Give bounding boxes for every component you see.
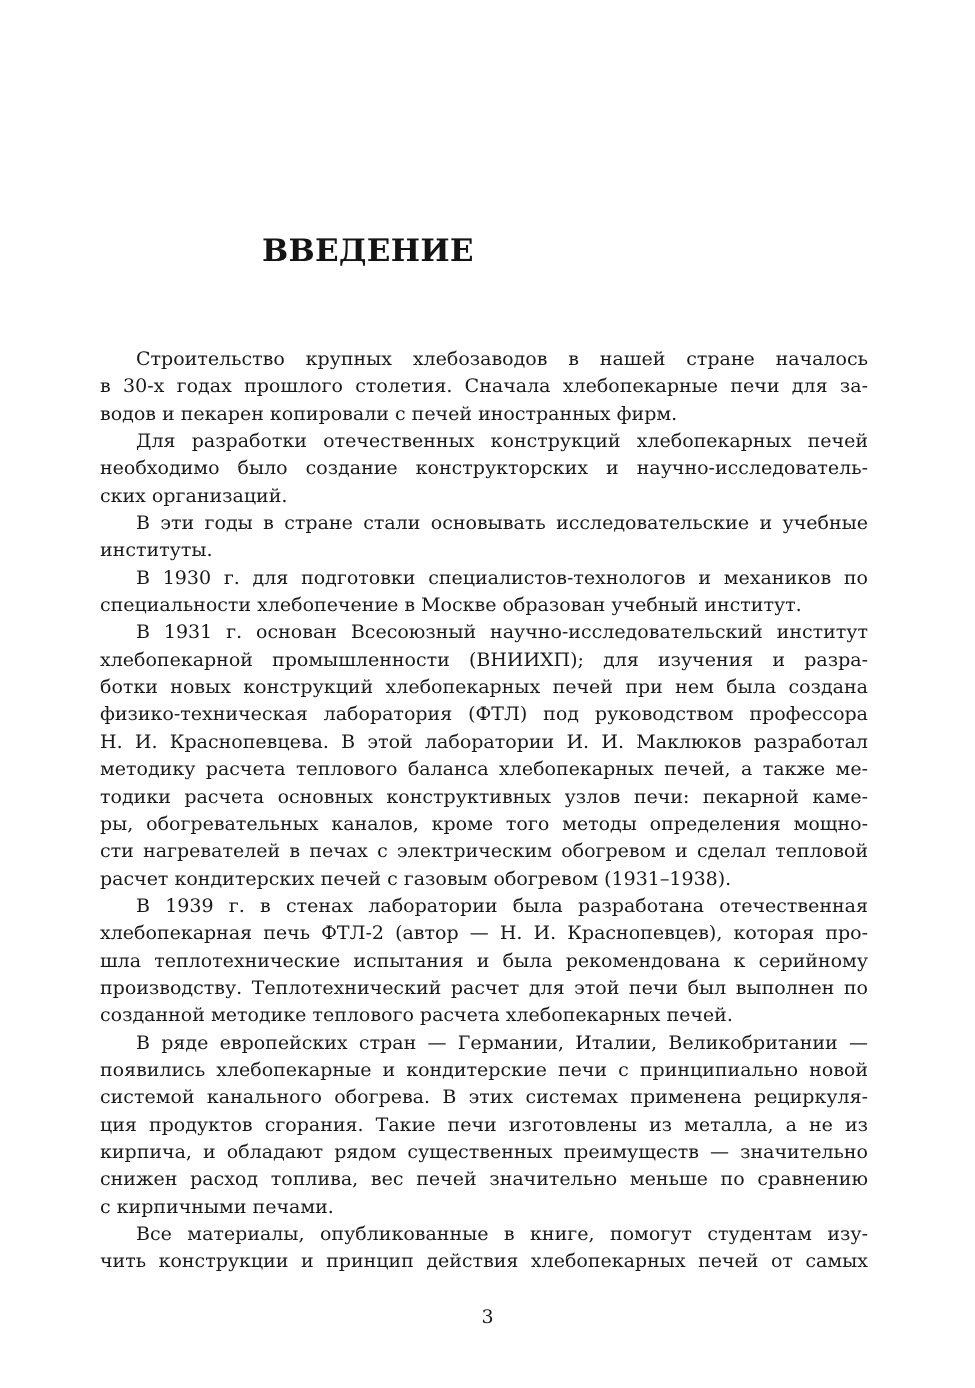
text-line: ры, обогревательных каналов, кроме того методы определения мощно-	[100, 812, 868, 835]
text-line: шла теплотехнические испытания и была рекомендована к серийному	[100, 949, 868, 972]
text-line: созданной методике теплового расчета хлебопекарных печей.	[100, 1004, 733, 1027]
text-line: В ряде европейских стран — Германии, Италии, Великобритании —	[136, 1031, 868, 1054]
text-line: институты.	[100, 539, 213, 562]
text-line: методику расчета теплового баланса хлебопекарных печей, а также ме-	[100, 758, 868, 781]
text-line: кирпича, и обладают рядом существенных преимуществ — значительно	[100, 1140, 868, 1163]
paragraph	[100, 1030, 868, 1221]
text-line: Для разработки отечественных конструкций хлебопекарных печей	[136, 430, 868, 453]
page-number: 3	[481, 1306, 494, 1328]
paragraph	[100, 428, 868, 510]
text-line: с кирпичными печами.	[100, 1195, 334, 1218]
text-line: тодики расчета основных конструктивных узлов печи: пекарной каме-	[100, 785, 868, 808]
text-line: снижен расход топлива, вес печей значительно меньше по сравнению	[100, 1168, 868, 1191]
text-line: производству. Теплотехнический расчет для этой печи был выполнен по	[100, 976, 868, 999]
text-line: системой канального обогрева. В этих системах применена рециркуля-	[100, 1086, 868, 1109]
text-line: необходимо было создание конструкторских и научно-исследователь-	[100, 457, 868, 480]
text-line: в 30-х годах прошлого столетия. Сначала хлебопекарные печи для за-	[100, 375, 868, 398]
text-line: Н. И. Краснопевцева. В этой лаборатории И. И. Маклюков разработал	[100, 730, 868, 753]
paragraph	[100, 619, 868, 892]
text-line: хлебопекарная печь ФТЛ-2 (автор — Н. И. Краснопевцев), которая про-	[100, 922, 868, 945]
text-line: хлебопекарной промышленности (ВНИИХП); для изучения и разра-	[100, 648, 868, 671]
paragraph	[100, 346, 868, 428]
text-line: сти нагревателей в печах с электрическим обогревом и сделал тепловой	[100, 840, 868, 863]
text-line: ских организаций.	[100, 484, 288, 507]
text-line: специальности хлебопечение в Москве образован учебный институт.	[100, 594, 802, 617]
paragraph	[100, 893, 868, 1030]
text-line: ция продуктов сгорания. Такие печи изготовлены из металла, а не из	[100, 1113, 868, 1136]
text-line: В эти годы в стране стали основывать исследовательские и учебные	[136, 512, 868, 535]
text-line: В 1930 г. для подготовки специалистов-технологов и механиков по	[136, 566, 868, 589]
text-line: чить конструкции и принцип действия хлебопекарных печей от самых	[100, 1250, 868, 1273]
text-line: появились хлебопекарные и кондитерские печи с принципиально новой	[100, 1058, 868, 1081]
paragraph	[100, 510, 868, 565]
text-line: Все материалы, опубликованные в книге, помогут студентам изу-	[136, 1223, 868, 1245]
text-line: В 1939 г. в стенах лаборатории была разработана отечественная	[136, 894, 868, 917]
chapter-heading: ВВЕДЕНИЕ	[262, 233, 474, 269]
text-line: водов и пекарен копировали с печей иностранных фирм.	[100, 402, 678, 425]
paragraph	[100, 1221, 868, 1276]
paragraph	[100, 565, 868, 620]
text-line: ботки новых конструкций хлебопекарных печей при нем была создана	[100, 676, 868, 699]
text-line: физико-техническая лаборатория (ФТЛ) под руководством профессора	[100, 703, 868, 726]
text-line: Строительство крупных хлебозаводов в нашей стране началось	[136, 348, 868, 370]
body-text	[100, 346, 868, 1276]
text-line: расчет кондитерских печей с газовым обогревом (1931–1938).	[100, 867, 732, 890]
text-line: В 1931 г. основан Всесоюзный научно-исследовательский институт	[136, 621, 868, 644]
